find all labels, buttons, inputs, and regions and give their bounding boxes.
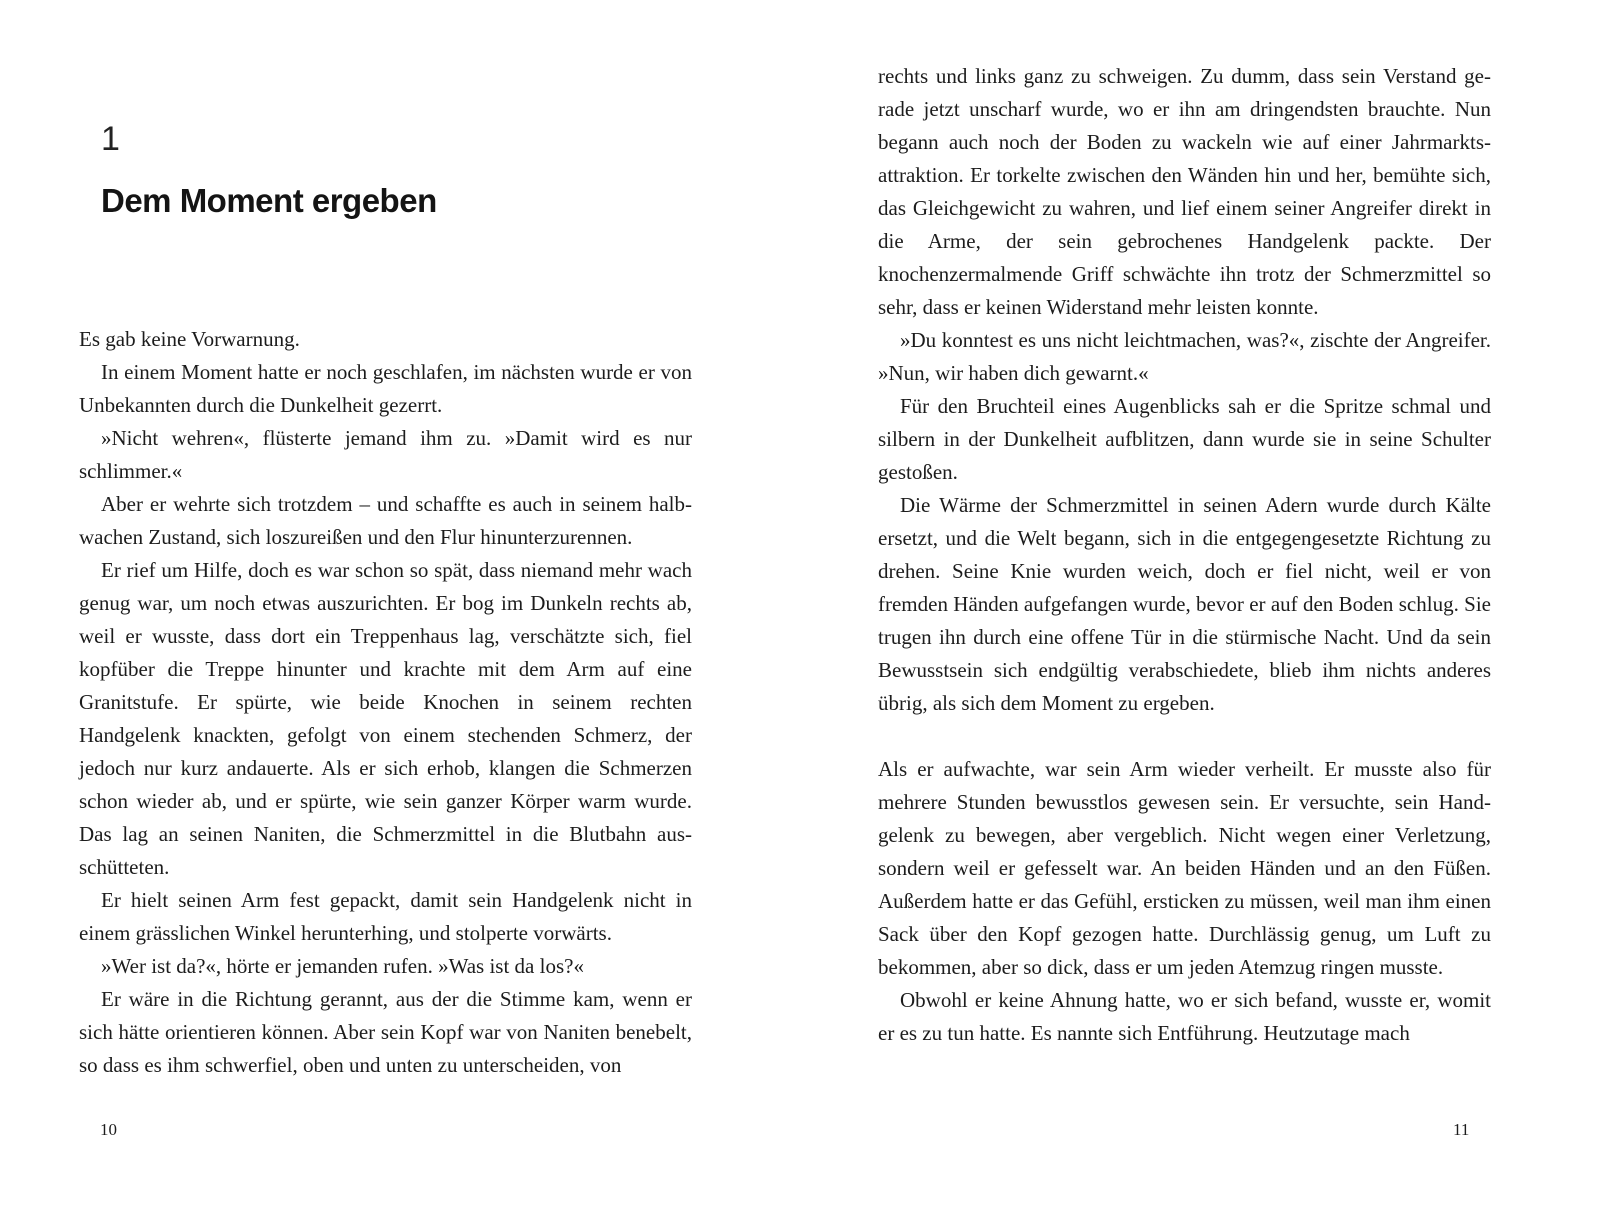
page-number-left: 10: [100, 1120, 117, 1139]
chapter-number: 1: [101, 120, 120, 158]
right-page: [800, 0, 1600, 1216]
page-number-right: 11: [1453, 1120, 1470, 1139]
paragraph: Für den Bruchteil eines Augenblicks sah er die Spritze schmal und silbern in der Dunkelheit aufblitzen, dann wurde sie in seine Schulter gestoßen.: [878, 394, 1491, 484]
paragraph: In einem Moment hatte er noch geschlafen, im nächsten wurde er von Unbekannten durch die Dunkelheit gezerrt.: [79, 360, 692, 417]
chapter-title: Dem Moment ergeben: [101, 182, 437, 219]
paragraph: Es gab keine Vorwarnung.: [79, 327, 300, 351]
paragraph: Er wäre in die Richtung gerannt, aus der die Stimme kam, wenn er sich hätte orientieren können. Aber sein Kopf war von Naniten benebelt, so dass es ihm schwerfiel, oben und unten zu unterscheiden, von: [79, 987, 692, 1077]
paragraph: »Wer ist da?«, hörte er jemanden rufen. »Was ist da los?«: [101, 954, 584, 978]
paragraph: Die Wärme der Schmerzmittel in seinen Adern wurde durch Kälte ersetzt, und die Welt begann, sich in die entgegengesetzte Richtung zu drehen. Seine Knie wurden weich, doch er fiel nicht, weil er von fremden Händen aufgefangen wurde, bevor er auf den Boden schlug. Sie trugen ihn durch eine offene Tür in die stürmische Nacht. Und da sein Bewusstsein sich endgültig verabschiedete, blieb ihm nichts anderes übrig, als sich dem Moment zu ergeben.: [878, 493, 1491, 715]
paragraph: Er rief um Hilfe, doch es war schon so spät, dass niemand mehr wach genug war, um noch etwas auszurichten. Er bog im Dunkeln rechts ab, weil er wusste, dass dort ein Treppenhaus lag, verschätzte sich, fiel kopfüber die Treppe hinunter und krachte mit dem Arm auf eine Granitstufe. Er spürte, wie beide Knochen in seinem rechten Handgelenk knackten, gefolgt von einem stechenden Schmerz, der jedoch nur kurz andauerte. Als er sich erhob, klangen die Schmerzen schon wieder ab, und er spürte, wie sein ganzer Körper warm wurde. Das lag an seinen Naniten, die Schmerzmittel in die Blutbahn ausschütteten.: [79, 558, 692, 879]
paragraph: Er hielt seinen Arm fest gepackt, damit sein Handgelenk nicht in einem grässlichen Winkel herunterhing, und stolperte vorwärts.: [79, 888, 692, 945]
paragraph: rechts und links ganz zu schweigen. Zu dumm, dass sein Verstand gerade jetzt unscharf wurde, wo er ihn am dringendsten brauchte. Nun begann auch noch der Boden zu wackeln wie auf einer Jahrmarktsattraktion. Er torkelte zwischen den Wänden hin und her, bemühte sich, das Gleichgewicht zu wahren, und lief einem seiner Angreifer direkt in die Arme, der sein gebrochenes Handgelenk packte. Der knochenzermalmende Griff schwächte ihn trotz der Schmerzmittel so sehr, dass er keinen Widerstand mehr leisten konnte.: [878, 64, 1491, 319]
paragraph: »Nicht wehren«, flüsterte jemand ihm zu. »Damit wird es nur schlimmer.«: [79, 426, 692, 483]
paragraph: »Du konntest es uns nicht leichtmachen, was?«, zischte der Angreifer. »Nun, wir haben dich gewarnt.«: [878, 328, 1491, 385]
paragraph: Aber er wehrte sich trotzdem – und schaffte es auch in seinem halbwachen Zustand, sich loszureißen und den Flur hinunterzurennen.: [79, 492, 692, 549]
paragraph: Obwohl er keine Ahnung hatte, wo er sich befand, wusste er, womit er es zu tun hatte. Es nannte sich Entführung. Heutzutage mach: [878, 988, 1491, 1045]
left-page-body: [79, 323, 692, 1082]
paragraph: Als er aufwachte, war sein Arm wieder verheilt. Er musste also für mehrere Stunden bewusstlos gewesen sein. Er versuchte, sein Handgelenk zu bewegen, aber vergeblich. Nicht wegen einer Verletzung, sondern weil er gefesselt war. An beiden Händen und an den Füßen. Außerdem hatte er das Gefühl, ersticken zu müssen, weil man ihm einen Sack über den Kopf gezogen hatte. Durchlässig genug, um Luft zu bekommen, aber so dick, dass er um jeden Atemzug ringen musste.: [878, 757, 1491, 979]
right-page-body: [878, 60, 1491, 1050]
